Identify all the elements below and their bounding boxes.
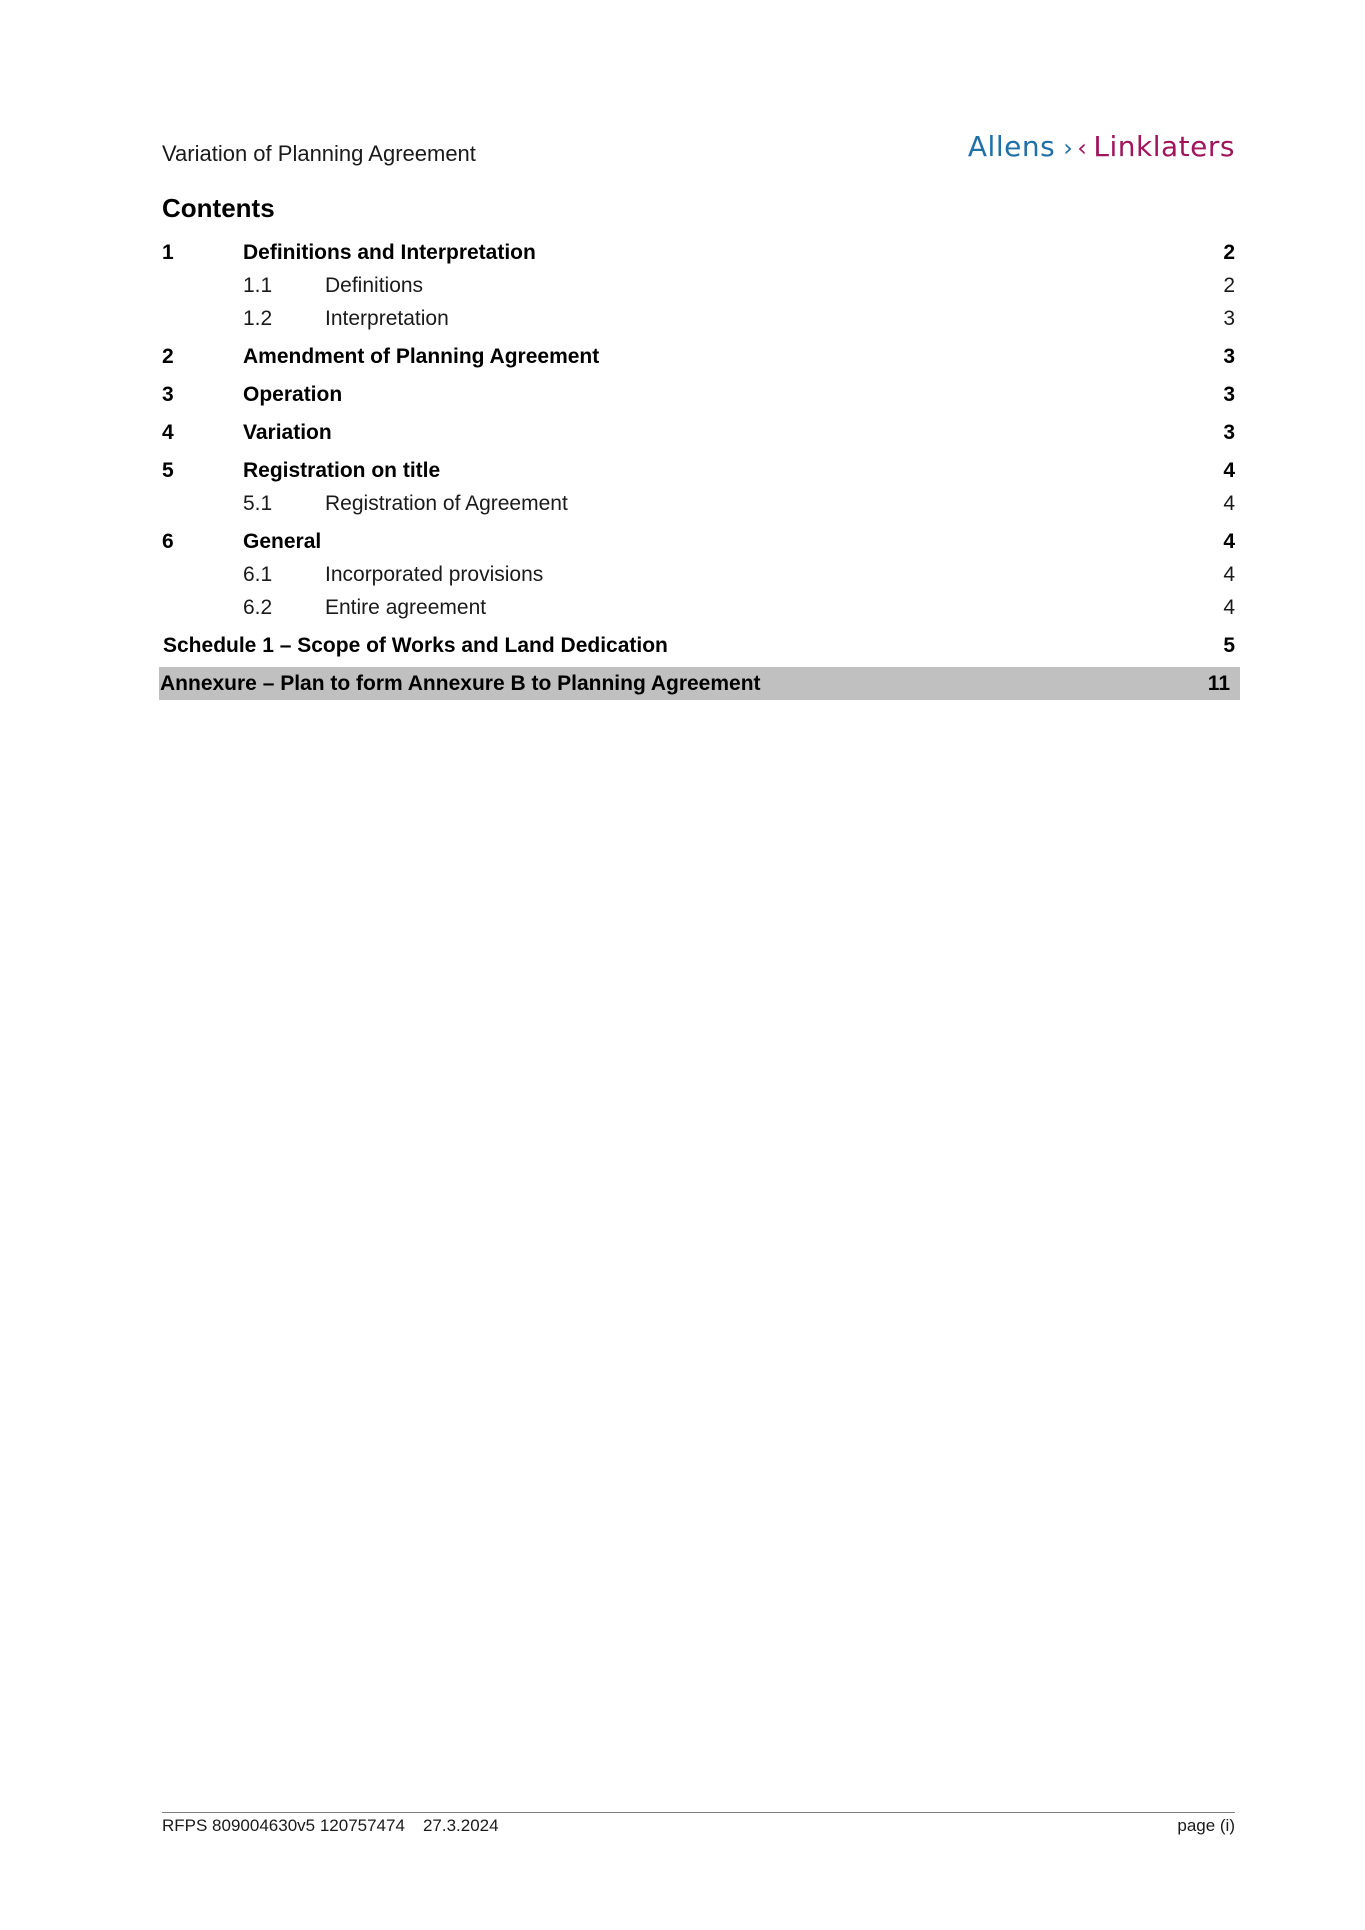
toc-entry-entire-agreement[interactable] bbox=[162, 591, 1235, 624]
contents-heading: Contents bbox=[162, 193, 275, 223]
toc-entry-page: 4 bbox=[1223, 563, 1235, 586]
toc-entry-title: Definitions bbox=[325, 274, 424, 297]
document-title: Variation of Planning Agreement bbox=[162, 141, 476, 166]
toc-entry-definitions-and-interpretation[interactable] bbox=[162, 236, 1235, 269]
toc-entry-registration-of-agreement[interactable] bbox=[162, 487, 1235, 520]
footer-date: 27.3.2024 bbox=[422, 1816, 499, 1835]
toc-entry-number: 2 bbox=[162, 345, 174, 368]
toc-entry-page: 5 bbox=[1223, 634, 1235, 657]
toc-entry-number: 5.1 bbox=[243, 492, 273, 515]
toc-entry-page: 3 bbox=[1223, 421, 1235, 444]
allens-linklaters-logo bbox=[968, 130, 1235, 163]
toc-entry-number: 6.1 bbox=[243, 563, 273, 586]
toc-entry-number: 4 bbox=[162, 421, 174, 444]
toc-entry-page: 2 bbox=[1223, 241, 1235, 264]
toc-entry-page: 3 bbox=[1223, 345, 1235, 368]
toc-entry-title: General bbox=[243, 530, 322, 553]
toc-entry-registration-on-title[interactable] bbox=[162, 454, 1235, 487]
toc-entry-title: Annexure – Plan to form Annexure B to Planning Agreement bbox=[160, 672, 761, 695]
toc-entry-number: 6.2 bbox=[243, 596, 273, 619]
toc-entry-interpretation[interactable] bbox=[162, 302, 1235, 335]
logo-allens-text: Allens bbox=[967, 130, 1056, 163]
footer-document-reference: RFPS 809004630v5 120757474 bbox=[162, 1816, 405, 1835]
toc-entry-title: Variation bbox=[243, 421, 332, 444]
toc-entry-page: 4 bbox=[1223, 492, 1235, 515]
logo-linklaters-text: Linklaters bbox=[1093, 130, 1235, 163]
toc-entry-schedule-1[interactable] bbox=[162, 629, 1235, 662]
footer-page-number: page (i) bbox=[1177, 1816, 1235, 1835]
toc-entry-title: Incorporated provisions bbox=[325, 563, 544, 586]
toc-entry-title: Definitions and Interpretation bbox=[243, 241, 536, 264]
toc-entry-number: 3 bbox=[162, 383, 174, 406]
footer-reference bbox=[162, 1816, 499, 1836]
toc-entry-amendment-of-planning-agreement[interactable] bbox=[162, 340, 1235, 373]
toc-entry-page: 3 bbox=[1223, 383, 1235, 406]
toc-entry-page: 4 bbox=[1223, 530, 1235, 553]
toc-entry-definitions[interactable] bbox=[162, 269, 1235, 302]
footer-divider bbox=[162, 1812, 1235, 1813]
toc-entry-annexure[interactable] bbox=[159, 667, 1240, 700]
logo-chevron-right-icon: › bbox=[1063, 134, 1074, 162]
toc-entry-incorporated-provisions[interactable] bbox=[162, 558, 1235, 591]
toc-entry-page: 11 bbox=[1207, 672, 1230, 695]
toc-entry-title: Interpretation bbox=[325, 307, 449, 330]
toc-entry-number: 1 bbox=[162, 241, 174, 264]
toc-entry-page: 4 bbox=[1223, 596, 1235, 619]
toc-entry-title: Registration on title bbox=[243, 459, 441, 482]
toc-entry-number: 5 bbox=[162, 459, 174, 482]
toc-entry-title: Schedule 1 – Scope of Works and Land Dedication bbox=[163, 634, 668, 657]
toc-entry-number: 6 bbox=[162, 530, 174, 553]
toc-entry-title: Operation bbox=[243, 383, 343, 406]
toc-entry-number: 1.2 bbox=[243, 307, 273, 330]
toc-entry-page: 3 bbox=[1223, 307, 1235, 330]
toc-entry-title: Registration of Agreement bbox=[325, 492, 568, 515]
toc-entry-title: Amendment of Planning Agreement bbox=[243, 345, 600, 368]
toc-entry-title: Entire agreement bbox=[325, 596, 487, 619]
toc-entry-operation[interactable] bbox=[162, 378, 1235, 411]
toc-entry-page: 4 bbox=[1223, 459, 1235, 482]
toc-entry-page: 2 bbox=[1223, 274, 1235, 297]
toc-entry-general[interactable] bbox=[162, 525, 1235, 558]
toc-entry-number: 1.1 bbox=[243, 274, 273, 297]
logo-chevron-left-icon: ‹ bbox=[1077, 134, 1088, 162]
toc-entry-variation[interactable] bbox=[162, 416, 1235, 449]
table-of-contents bbox=[162, 236, 1235, 700]
